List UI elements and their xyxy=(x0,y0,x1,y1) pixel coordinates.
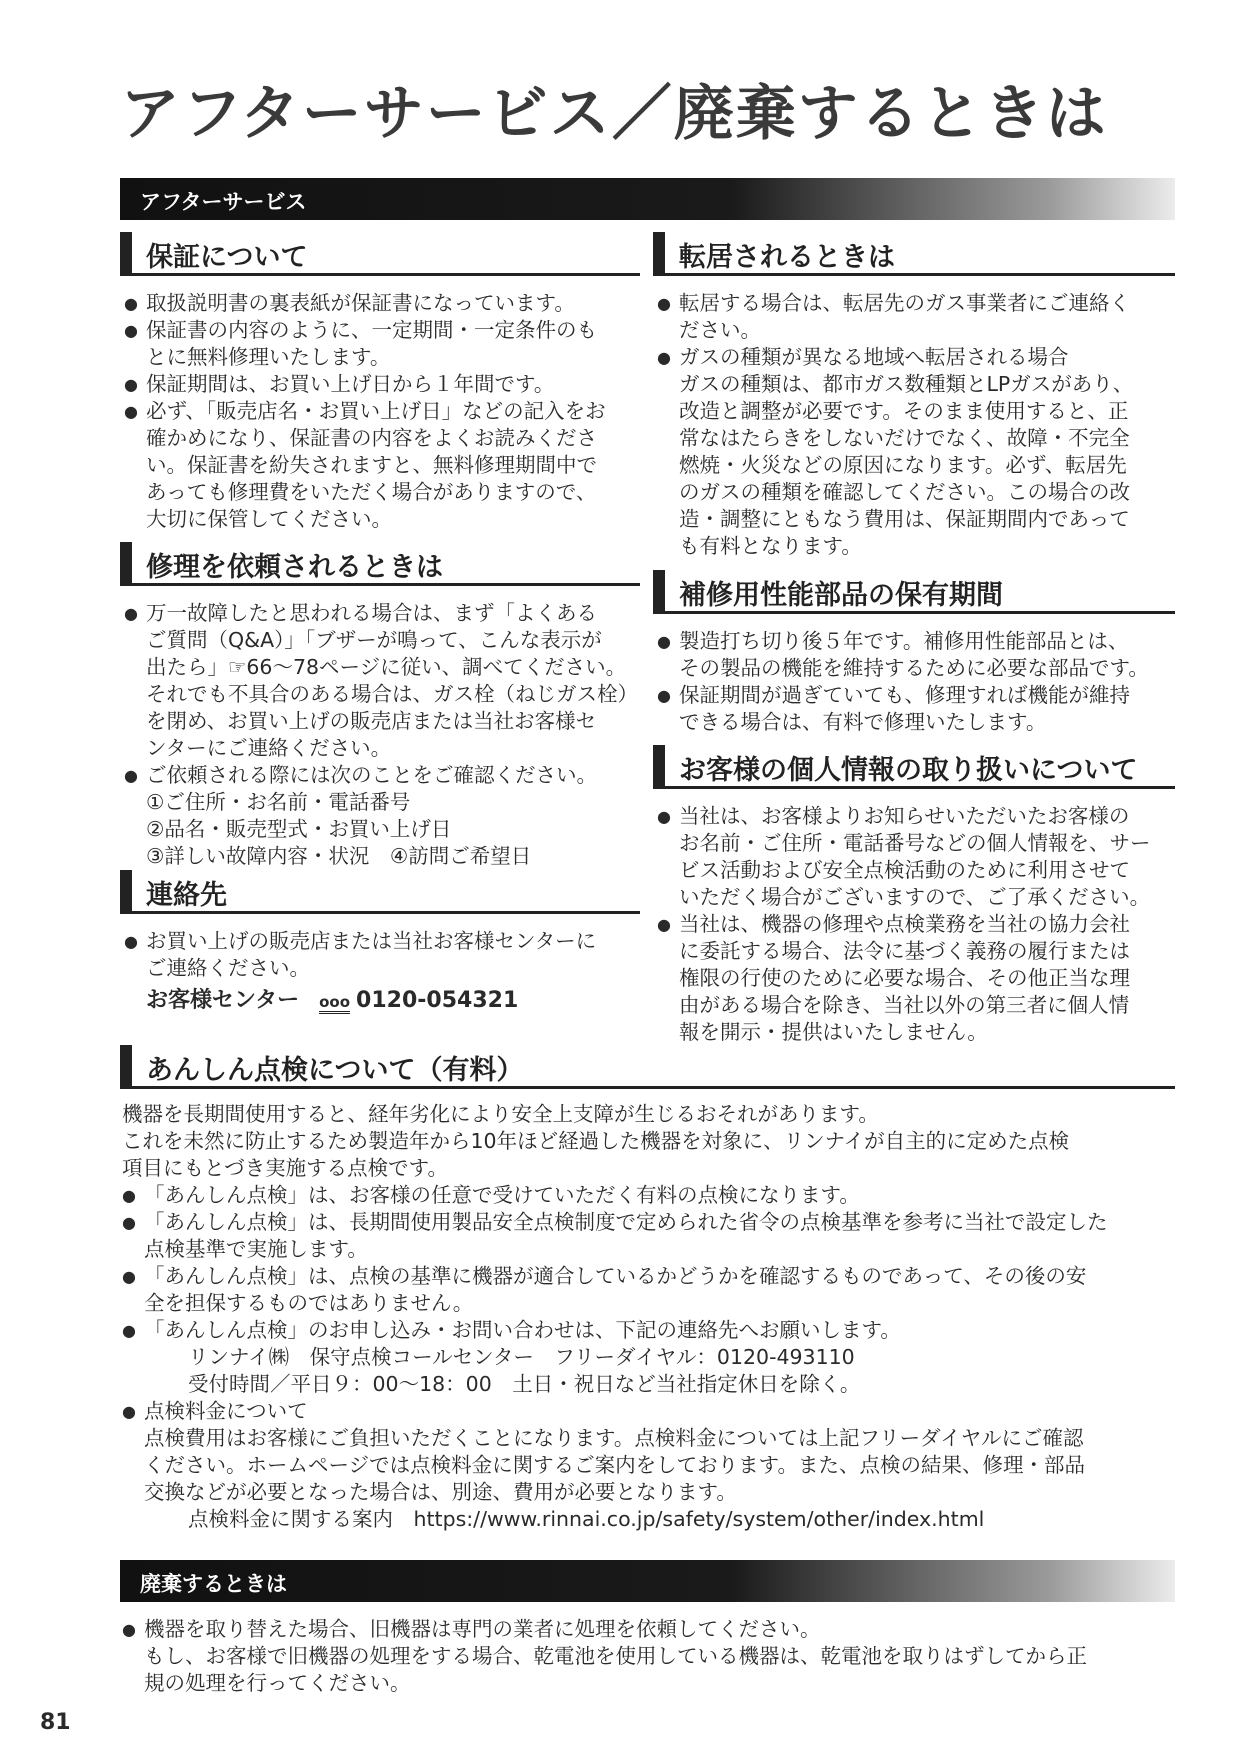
moving-heading-text: 転居されるときは xyxy=(679,242,895,273)
text-line: ご質問（Q&A）」「ブザーが鳴って、こんな表示が xyxy=(146,628,602,652)
text-line: 常なはたらきをしないだけでなく、故障・不完全 xyxy=(679,426,1130,450)
text-line: ビス活動および安全点検活動のために利用させて xyxy=(679,858,1130,882)
bullet-line: ● 保証期間が過ぎていても、修理すれば機能が維持 xyxy=(657,682,1177,709)
bullet-line: ● 必ず、「販売店名・お買い上げ日」などの記入をお xyxy=(124,398,644,425)
text-line: 確かめになり、保証書の内容をよくお読みくださ xyxy=(146,426,597,450)
parts-body xyxy=(657,628,1177,736)
bullet-line: ● 「あんしん点検」は、長期間使用製品安全点検制度で定められた省令の点検基準を参考に当社で設定した xyxy=(122,1209,1177,1236)
text-line: 機器を長期間使用すると、経年劣化により安全上支障が生じるおそれがあります。 xyxy=(122,1102,879,1126)
freedial-icon: ooo xyxy=(319,993,350,1014)
bullet-line: ● 製造打ち切り後５年です。補修用性能部品とは、 xyxy=(657,628,1177,655)
contact-heading xyxy=(120,870,640,914)
text-line: もし、お客様で旧機器の処理をする場合、乾電池を使用している機器は、乾電池を取りはずしてから正 xyxy=(144,1644,1087,1668)
text-line: 改造と調整が必要です。そのまま使用すると、正 xyxy=(679,399,1129,423)
parts-heading xyxy=(653,570,1175,614)
section-band-disposal xyxy=(120,1560,1175,1602)
text-line: できる場合は、有料で修理いたします。 xyxy=(679,710,1047,734)
text-line: 造・調整にともなう費用は、保証期間内であって xyxy=(679,507,1130,531)
page-number: 81 xyxy=(40,1710,71,1735)
text-line: ガスの種類は、都市ガス数種類とLPガスがあり、 xyxy=(679,372,1134,396)
text-line: 全を担保するものではありません。 xyxy=(144,1291,474,1315)
section-band-label: アフターサービス xyxy=(140,190,307,214)
text-line: これを未然に防止するため製造年から10年ほど経過した機器を対象に、リンナイが自主的に定めた点検 xyxy=(122,1129,1070,1153)
text-line: 出たら」☞66～78ページに従い、調べてください。 xyxy=(146,655,627,679)
text-line: いただく場合がございますので、ご了承ください。 xyxy=(679,885,1151,909)
heading-bar xyxy=(653,745,665,789)
bullet-line: ● 当社は、機器の修理や点検業務を当社の協力会社 xyxy=(657,911,1177,938)
page-title: アフターサービス／廃棄するときは xyxy=(120,79,1108,149)
text-line: ③詳しい故障内容・状況 ④訪問ご希望日 xyxy=(146,844,532,868)
heading-bar xyxy=(653,570,665,614)
privacy-heading-text: お客様の個人情報の取り扱いについて xyxy=(679,755,1138,786)
text-line: リンナイ㈱ 保守点検コールセンター フリーダイヤル：0120-493110 xyxy=(188,1345,855,1369)
text-line: とに無料修理いたします。 xyxy=(146,345,391,369)
text-line: あっても修理費をいただく場合がありますので、 xyxy=(146,480,597,504)
contact-heading-text: 連絡先 xyxy=(146,880,227,911)
bullet-line: ● 点検料金について xyxy=(122,1398,1177,1425)
heading-bar xyxy=(120,1045,132,1089)
heading-bar xyxy=(653,232,665,276)
text-line: ださい。 xyxy=(679,318,761,342)
bullet-line: ● 当社は、お客様よりお知らせいただいたお客様の xyxy=(657,803,1177,830)
bullet-line: ● 「あんしん点検」のお申し込み・お問い合わせは、下記の連絡先へお願いします。 xyxy=(122,1317,1177,1344)
warranty-heading-text: 保証について xyxy=(146,242,308,273)
text-line: 規の処理を行ってください。 xyxy=(144,1671,411,1695)
parts-heading-text: 補修用性能部品の保有期間 xyxy=(679,580,1003,611)
moving-heading xyxy=(653,232,1175,276)
bullet-line: ● 保証書の内容のように、一定期間・一定条件のも xyxy=(124,317,644,344)
text-line: 報を開示・提供はいたしません。 xyxy=(679,1020,988,1044)
bullet-line: ● 転居する場合は、転居先のガス事業者にご連絡く xyxy=(657,290,1177,317)
text-line: 点検費用はお客様にご負担いただくことになります。点検料金については上記フリーダイヤルにご確認 xyxy=(144,1426,1084,1450)
text-line: お名前・ご住所・電話番号などの個人情報を、サー xyxy=(679,831,1151,855)
inspection-heading xyxy=(120,1045,1175,1089)
text-line: ください。ホームページでは点検料金に関するご案内をしております。また、点検の結果、修理・部品 xyxy=(144,1453,1085,1477)
customer-center-phone: 0120-054321 xyxy=(356,988,519,1013)
bullet-line: ● お買い上げの販売店または当社お客様センターに xyxy=(124,928,644,955)
repair-heading-text: 修理を依頼されるときは xyxy=(146,552,443,583)
dispose-body xyxy=(122,1616,1177,1697)
warranty-body xyxy=(124,290,644,533)
text-line: その製品の機能を維持するために必要な部品です。 xyxy=(679,656,1149,680)
bullet-line: ● 万一故障したと思われる場合は、まず「よくある xyxy=(124,600,644,627)
heading-bar xyxy=(120,870,132,914)
text-line: に委託する場合、法令に基づく義務の履行または xyxy=(679,939,1130,963)
text-line: それでも不具合のある場合は、ガス栓（ねじガス栓） xyxy=(146,682,638,706)
repair-heading xyxy=(120,542,640,586)
text-line: 受付時間／平日９：00～18：00 土日・祝日など当社指定休日を除く。 xyxy=(188,1372,861,1396)
text-line: 点検基準で実施します。 xyxy=(144,1237,368,1261)
text-line: 権限の行使のために必要な場合、その他正当な理 xyxy=(679,966,1130,990)
text-line: 項目にもとづき実施する点検です。 xyxy=(122,1156,448,1180)
bullet-line: ● 機器を取り替えた場合、旧機器は専門の業者に処理を依頼してください。 xyxy=(122,1616,1177,1643)
bullet-line: ● 保証期間は、お買い上げ日から１年間です。 xyxy=(124,371,644,398)
contact-body xyxy=(124,928,644,982)
text-line: 点検料金に関する案内 https://www.rinnai.co.jp/safety/system/other/index.html xyxy=(188,1507,985,1531)
text-line: も有料となります。 xyxy=(679,534,862,558)
heading-bar xyxy=(120,232,132,276)
bullet-line: ● 「あんしん点検」は、点検の基準に機器が適合しているかどうかを確認するものであって、その後の安 xyxy=(122,1263,1177,1290)
bullet-line: ● ご依頼される際には次のことをご確認ください。 xyxy=(124,762,644,789)
privacy-heading xyxy=(653,745,1175,789)
inspection-heading-text: あんしん点検について（有料） xyxy=(146,1055,524,1086)
warranty-heading xyxy=(120,232,640,276)
text-line: い。保証書を紛失されますと、無料修理期間中で xyxy=(146,453,597,477)
bullet-line: ● 取扱説明書の裏表紙が保証書になっています。 xyxy=(124,290,644,317)
text-line: ①ご住所・お名前・電話番号 xyxy=(146,790,411,814)
customer-center-label: お客様センター xyxy=(146,988,300,1013)
repair-body xyxy=(124,600,644,870)
text-line: 交換などが必要となった場合は、別途、費用が必要となります。 xyxy=(144,1480,737,1504)
text-line: 大切に保管してください。 xyxy=(146,507,392,531)
text-line: ンターにご連絡ください。 xyxy=(146,736,392,760)
section-band-label: 廃棄するときは xyxy=(140,1572,287,1596)
text-line: ご連絡ください。 xyxy=(146,956,310,980)
text-line: を閉め、お買い上げの販売店または当社お客様セ xyxy=(146,709,597,733)
heading-bar xyxy=(120,542,132,586)
bullet-line: ● ガスの種類が異なる地域へ転居される場合 xyxy=(657,344,1177,371)
text-line: ②品名・販売型式・お買い上げ日 xyxy=(146,817,452,841)
text-line: のガスの種類を確認してください。この場合の改 xyxy=(679,480,1130,504)
moving-body xyxy=(657,290,1177,560)
bullet-line: ● 「あんしん点検」は、お客様の任意で受けていただく有料の点検になります。 xyxy=(122,1182,1177,1209)
inspection-body xyxy=(122,1101,1177,1533)
privacy-body xyxy=(657,803,1177,1046)
text-line: 由がある場合を除き、当社以外の第三者に個人情 xyxy=(679,993,1130,1017)
text-line: 燃焼・火災などの原因になります。必ず、転居先 xyxy=(679,453,1127,477)
section-band-after-service xyxy=(120,178,1175,220)
customer-center-line xyxy=(146,983,518,1014)
